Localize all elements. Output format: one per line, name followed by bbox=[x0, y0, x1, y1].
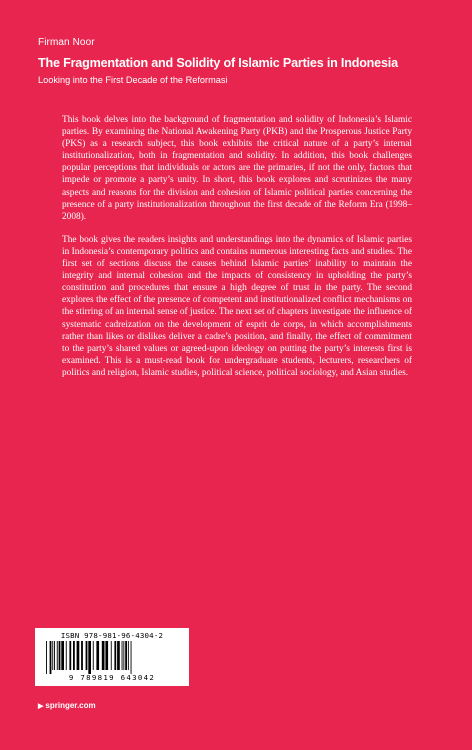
barcode-bar bbox=[102, 641, 105, 670]
book-title: The Fragmentation and Solidity of Islamic Parties in Indonesia bbox=[38, 56, 398, 70]
barcode-bar bbox=[57, 641, 58, 670]
barcode-bar bbox=[123, 641, 124, 670]
barcode-bar bbox=[59, 641, 61, 670]
author-name: Firman Noor bbox=[38, 37, 95, 48]
isbn-barcode bbox=[35, 628, 189, 686]
book-subtitle: Looking into the First Decade of the Reformasi bbox=[38, 75, 228, 85]
publisher-link[interactable] bbox=[38, 701, 96, 710]
barcode-bar bbox=[69, 641, 71, 670]
arrow-icon: ▶ bbox=[38, 702, 44, 710]
barcode-bar bbox=[125, 641, 127, 670]
barcode-bar bbox=[111, 641, 112, 670]
barcode-bar bbox=[46, 641, 47, 674]
barcode-bar bbox=[54, 641, 55, 670]
barcode-bar bbox=[122, 641, 123, 670]
isbn-label: ISBN 978-981-96-4304-2 bbox=[60, 631, 164, 640]
barcode-bar bbox=[114, 641, 116, 670]
barcode-bar bbox=[73, 641, 75, 670]
barcode-bar bbox=[105, 641, 108, 670]
blurb-paragraph: The book gives the readers insights and understandings into the dynamics of Islamic parties in Indonesia’s contemporary politics and contains numerous interesting facts and studies. The first set of sections discuss the causes behind Islamic parties’ inability to maintain the integrity and internal cohesion and the impacts of consistency in upholding the party’s constitution and procedures that ensure a high degree of trust in the party. The second explores the effect of the presence of competent and institutionalized conflict mechanisms on the stirring of an internal sense of justice. The next set of chapters investigate the influence of systematic cadreization on the development of esprit de corps, in which accomplishments rather than likes or dislikes deliver a cadre’s position, and finally, the effect of commitment to the party’s shared values or agreed-upon ideology on putting the party’s interests first is examined. This is a must-read book for undergraduate students, lecturers, researchers of politics and religion, Islamic studies, political science, political sociology, and Asian studies. bbox=[62, 234, 412, 378]
barcode-bar bbox=[117, 641, 120, 670]
barcode-bar bbox=[77, 641, 80, 670]
blurb-paragraph: This book delves into the background of fragmentation and solidity of Indonesia’s Islamic parties. By examining the National Awakening Party (PKB) and the Prosperous Justice Party (PKS) as a research subject, this book exhibits the critical nature of a party’s internal institutionalization, both in fragmentation and solidity. In addition, this book challenges popular perceptions that individuals or actors are the primaries, if not the only, factors that impede or promote a party’s unity. In short, this book explores and scrutinizes the many aspects and reasons for the division and cohesion of Islamic political parties concerning the presence of a party institutionalization throughout the first decade of the Reform Era (1998–2008). bbox=[62, 115, 412, 222]
barcode-bar bbox=[66, 641, 67, 670]
barcode-bar bbox=[52, 641, 53, 670]
barcode-bar bbox=[86, 641, 88, 670]
barcode-bar bbox=[131, 641, 132, 674]
barcode-bar bbox=[88, 641, 91, 674]
barcode-bar bbox=[50, 641, 52, 674]
barcode-bar bbox=[128, 641, 129, 670]
barcode-bar bbox=[61, 641, 64, 670]
barcode-digits: 9 789819 643042 bbox=[68, 673, 156, 682]
barcode-bar bbox=[81, 641, 83, 670]
blurb bbox=[62, 114, 412, 390]
barcode-bars bbox=[44, 641, 180, 674]
barcode-bar bbox=[93, 641, 94, 670]
publisher-url: springer.com bbox=[45, 701, 96, 710]
barcode-bar bbox=[96, 641, 99, 670]
